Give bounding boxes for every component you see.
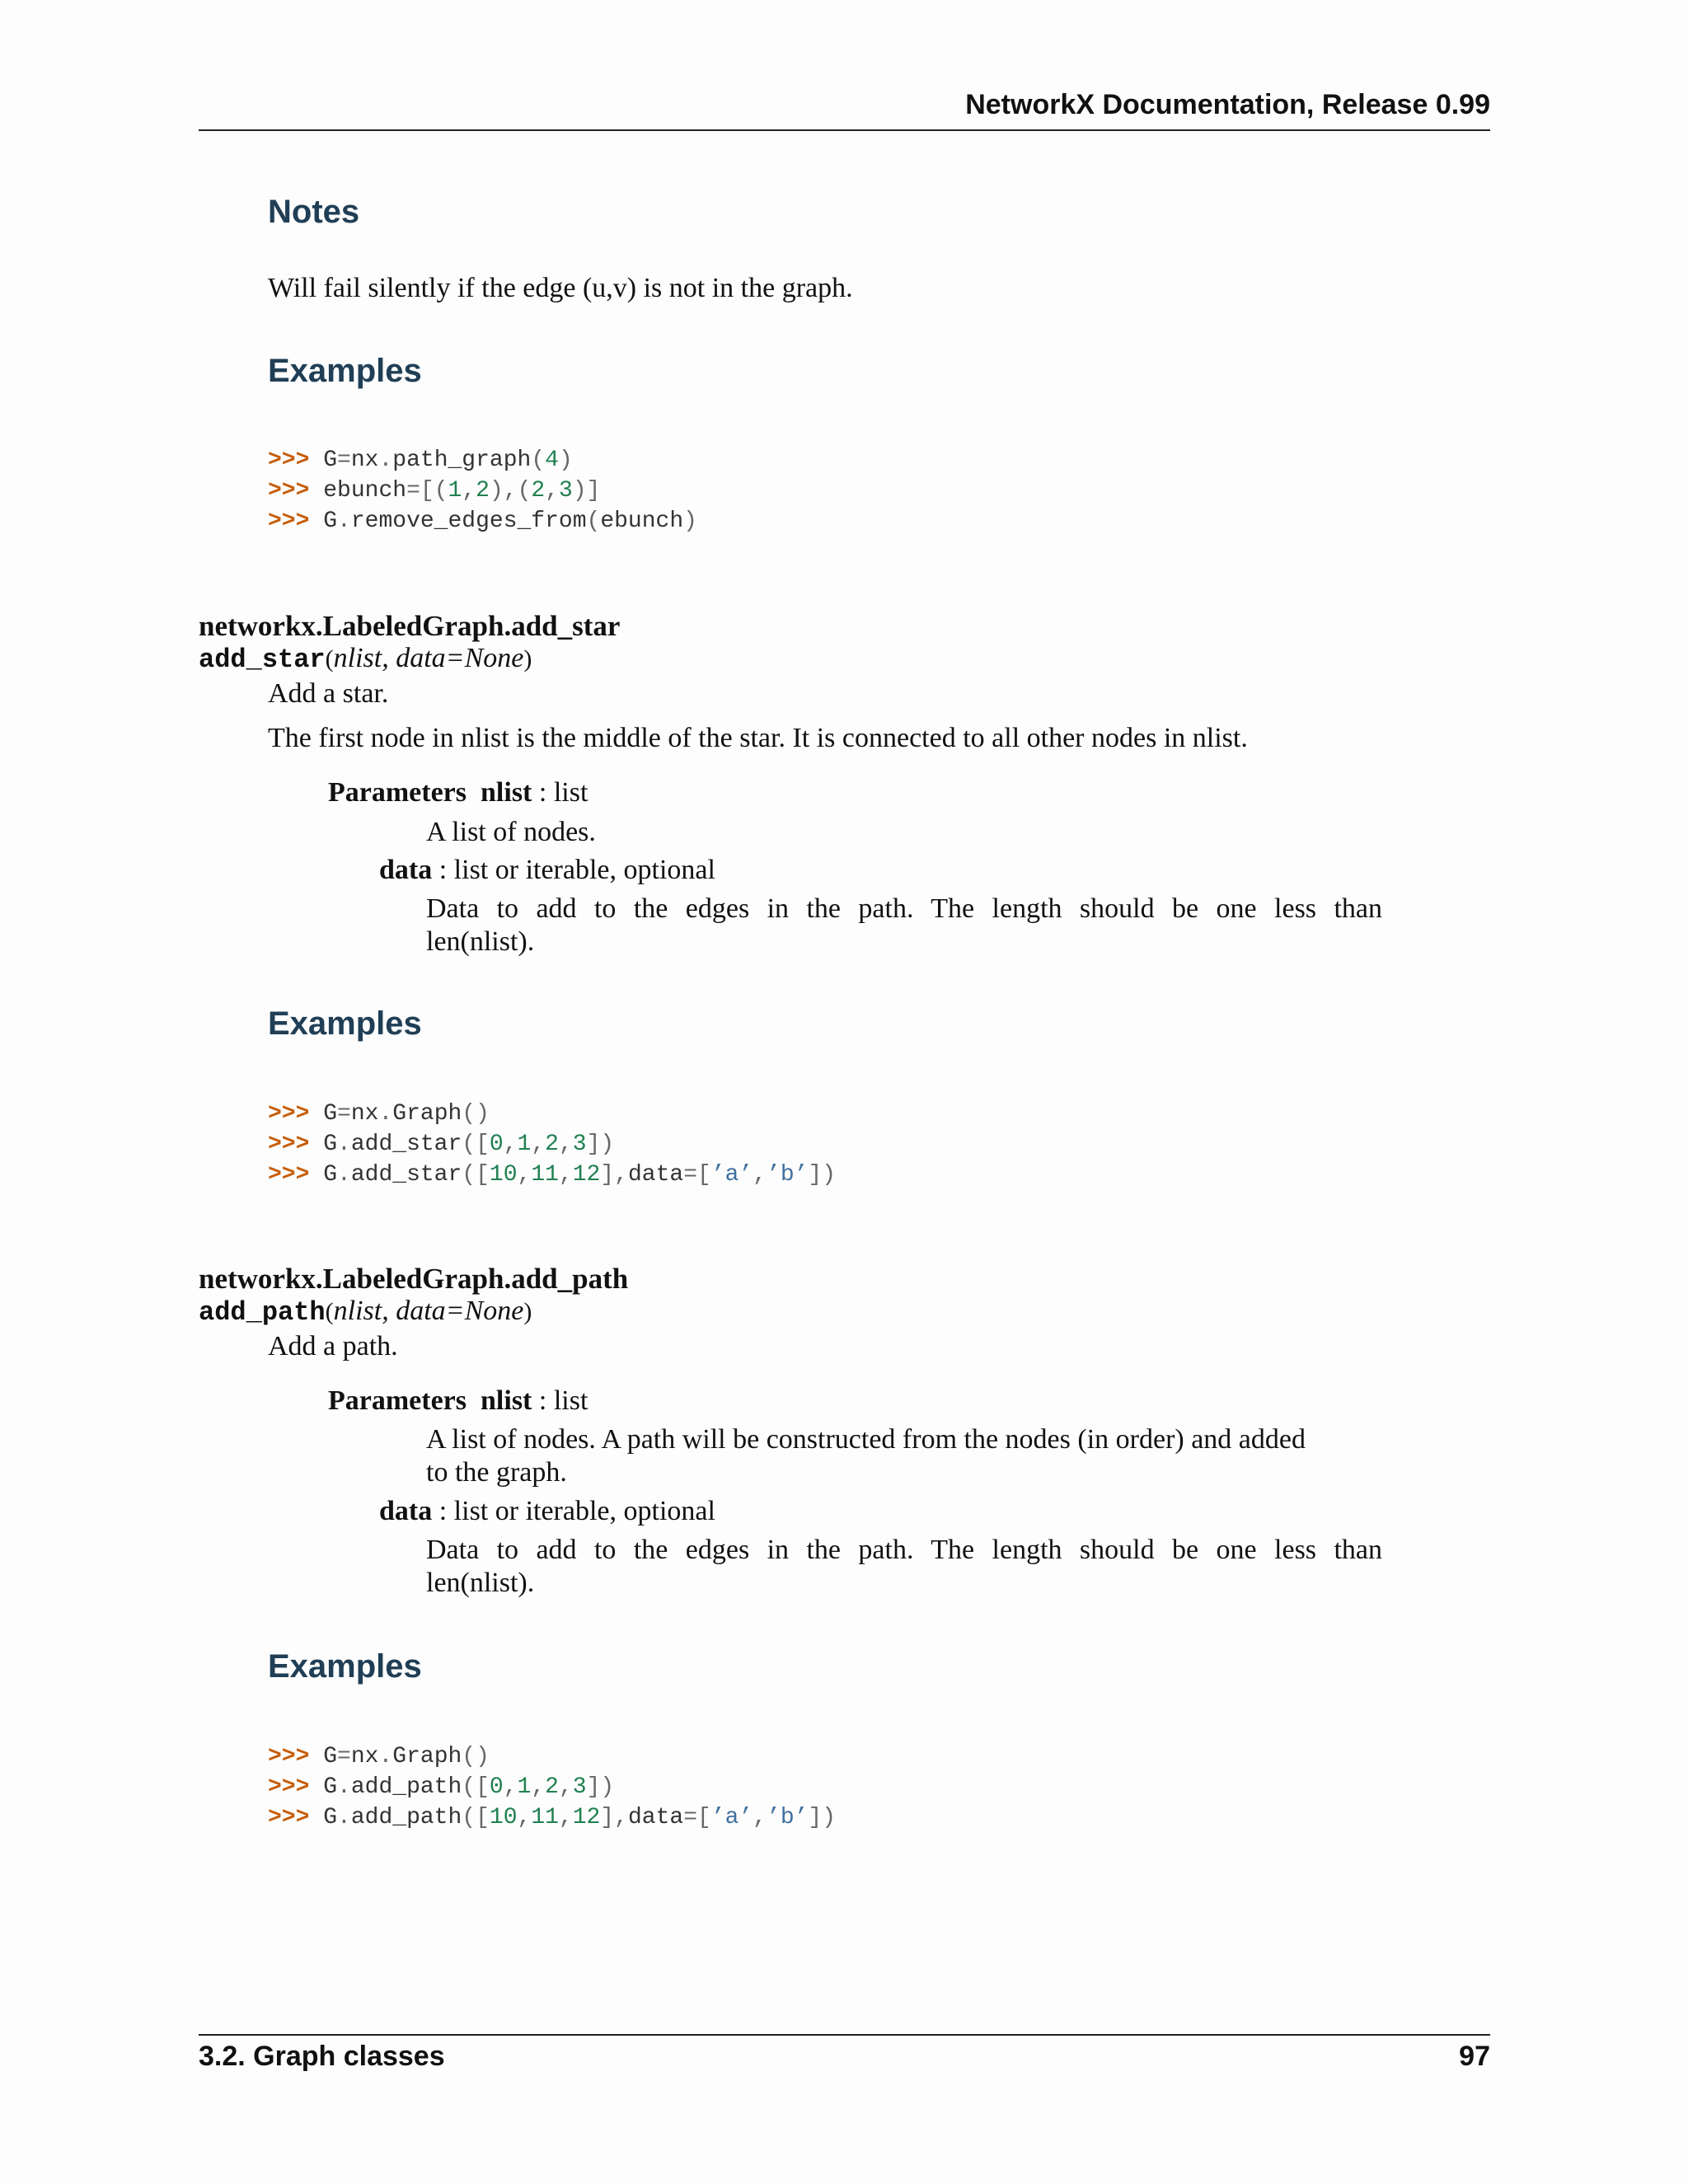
code-text: G.add_star([0,1,2,3]) — [323, 1132, 615, 1157]
page-number: 97 — [1459, 2041, 1490, 2072]
param-type: : list or iterable, optional — [432, 1496, 715, 1526]
code-text: G.add_star([10,11,12],data=[’a’,’b’]) — [323, 1162, 837, 1188]
code-block — [268, 445, 697, 537]
code-line — [268, 1772, 836, 1802]
code-line — [268, 445, 697, 476]
code-line — [268, 1802, 836, 1833]
parameters-label: Parameters — [328, 1385, 467, 1416]
code-prompt: >>> — [268, 509, 310, 534]
code-line — [268, 1741, 836, 1772]
code-prompt: >>> — [268, 1162, 310, 1188]
code-text: ebunch=[(1,2),(2,3)] — [323, 478, 601, 504]
param-description: A list of nodes. A path will be constructed from the nodes (in order) and added — [426, 1424, 1306, 1455]
param-type: : list or iterable, optional — [432, 855, 715, 885]
code-prompt: >>> — [268, 1101, 310, 1127]
param-description: len(nlist). — [426, 1568, 535, 1598]
function-args: nlist, data=None — [333, 643, 524, 673]
running-footer — [199, 2041, 1490, 2073]
running-header: NetworkX Documentation, Release 0.99 — [965, 89, 1490, 120]
code-text: G.add_path([10,11,12],data=[’a’,’b’]) — [323, 1805, 837, 1830]
function-name: add_path — [199, 1297, 326, 1328]
close-paren: ) — [523, 645, 532, 673]
param-data-row — [379, 1495, 715, 1528]
param-type: : list — [532, 777, 588, 808]
function-summary: Add a star. — [268, 678, 389, 709]
param-name: data — [379, 1496, 433, 1526]
code-line — [268, 1129, 836, 1160]
param-description: len(nlist). — [426, 926, 535, 957]
param-description: A list of nodes. — [426, 817, 596, 847]
function-name: add_star — [199, 644, 326, 675]
open-paren: ( — [325, 1298, 334, 1325]
code-text: G=nx.Graph() — [323, 1101, 490, 1127]
code-line — [268, 506, 697, 537]
open-paren: ( — [325, 645, 334, 673]
footer-rule — [199, 2034, 1490, 2036]
close-paren: ) — [523, 1298, 532, 1325]
function-args: nlist, data=None — [333, 1296, 524, 1326]
function-description: The first node in nlist is the middle of the star. It is connected to all other nodes in nlist. — [268, 723, 1248, 753]
notes-heading: Notes — [268, 194, 360, 230]
function-full-name: networkx.LabeledGraph.add_star — [199, 610, 621, 642]
code-prompt: >>> — [268, 1805, 310, 1830]
code-line — [268, 476, 697, 506]
param-description: Data to add to the edges in the path. The length should be one less than — [426, 1535, 1382, 1565]
function-summary: Add a path. — [268, 1331, 398, 1361]
param-name: nlist — [481, 777, 532, 808]
param-name: data — [379, 855, 433, 885]
notes-text: Will fail silently if the edge (u,v) is not in the graph. — [268, 273, 853, 303]
code-prompt: >>> — [268, 1744, 310, 1769]
function-signature — [199, 643, 532, 675]
param-description: Data to add to the edges in the path. The length should be one less than — [426, 893, 1382, 924]
code-prompt: >>> — [268, 1774, 310, 1800]
param-data-row — [379, 854, 715, 887]
code-text: G.add_path([0,1,2,3]) — [323, 1774, 615, 1800]
footer-section: 3.2. Graph classes — [199, 2041, 445, 2072]
header-rule — [199, 129, 1490, 131]
param-nlist-row — [328, 776, 588, 809]
function-full-name: networkx.LabeledGraph.add_path — [199, 1263, 629, 1295]
code-block — [268, 1099, 836, 1190]
code-block — [268, 1741, 836, 1833]
code-text: G.remove_edges_from(ebunch) — [323, 509, 697, 534]
code-line — [268, 1160, 836, 1190]
examples-heading: Examples — [268, 353, 422, 389]
examples-heading: Examples — [268, 1648, 422, 1685]
param-nlist-row — [328, 1385, 588, 1418]
code-prompt: >>> — [268, 448, 310, 473]
param-description: to the graph. — [426, 1457, 567, 1488]
code-prompt: >>> — [268, 478, 310, 504]
parameters-label: Parameters — [328, 777, 467, 808]
param-type: : list — [532, 1385, 588, 1416]
code-line — [268, 1099, 836, 1129]
param-name: nlist — [481, 1385, 532, 1416]
code-text: G=nx.Graph() — [323, 1744, 490, 1769]
function-signature — [199, 1296, 532, 1328]
examples-heading: Examples — [268, 1005, 422, 1042]
code-prompt: >>> — [268, 1132, 310, 1157]
code-text: G=nx.path_graph(4) — [323, 448, 573, 473]
